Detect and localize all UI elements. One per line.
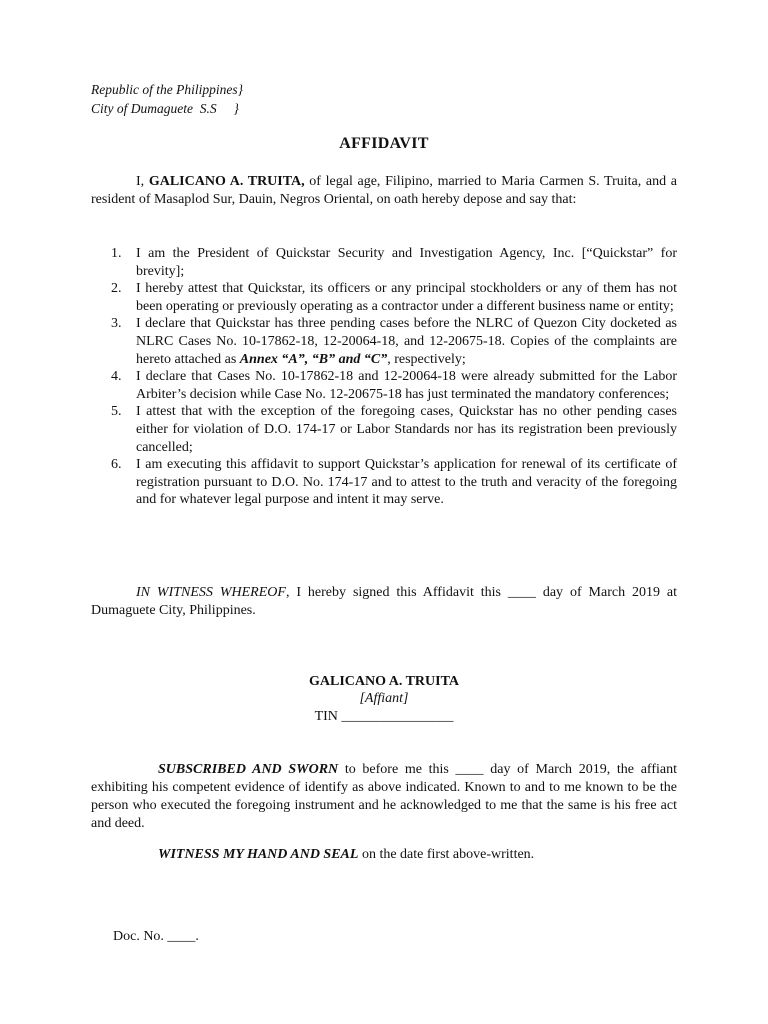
jurat-rest: to before me this ____ day of March 2019, the affiant exhibiting his competent evidence of identify as above indicated. Known to and to me known to be the person who executed the foregoing instrument and he acknowledged to me that the same is his free act and deed. xyxy=(91,762,677,831)
item-number: 5. xyxy=(111,404,122,420)
witness-lead: IN WITNESS WHEREOF xyxy=(136,585,286,600)
document-title: AFFIDAVIT xyxy=(339,135,429,152)
list-item xyxy=(91,403,677,456)
list-item xyxy=(91,245,677,280)
affiant-name: GALICANO A. TRUITA, xyxy=(148,174,305,189)
list-item xyxy=(91,280,677,315)
item-number: 2. xyxy=(111,281,122,297)
signatory-name: GALICANO A. TRUITA xyxy=(308,674,459,689)
intro-lead: I, xyxy=(136,174,149,189)
item-number: 3. xyxy=(111,316,122,332)
list-item xyxy=(91,315,677,368)
item-text: I declare that Quickstar has three pending cases before the NLRC of Quezon City docketed as NLRC Cases No. 10-17862-18, 12-20064-18, and 12-20675-18. Copies of the complaints are hereto attached as xyxy=(136,316,677,367)
list-item xyxy=(91,456,677,509)
witness-rest: , I hereby signed this Affidavit this ____ day of March 2019 at Dumaguete City, Philippines. xyxy=(91,585,678,618)
item-number: 4. xyxy=(111,369,122,385)
statement-list xyxy=(91,245,677,509)
tin-field: TIN ________________ xyxy=(314,709,454,724)
item-text: I am the President of Quickstar Security and Investigation Agency, Inc. [“Quickstar” for brevity]; xyxy=(136,246,677,279)
venue-country: Republic of the Philippines} xyxy=(91,82,243,97)
jurat-paragraph xyxy=(91,761,677,833)
seal-lead: WITNESS MY HAND AND SEAL xyxy=(158,847,359,862)
doc-number: Doc. No. ____. xyxy=(113,929,199,944)
jurat-lead: SUBSCRIBED AND SWORN xyxy=(158,762,339,777)
item-number: 1. xyxy=(111,246,122,261)
seal-rest: on the date first above-written. xyxy=(358,847,535,862)
item-text: I am executing this affidavit to support Quickstar’s application for renewal of its certificate of registration pursuant to D.O. No. 174-17 and to attest to the truth and veracity of the foregoing and for whatever legal purpose and intent it may serve. xyxy=(136,457,677,508)
item-text: I declare that Cases No. 10-17862-18 and 12-20064-18 were already submitted for the Labor Arbiter’s decision while Case No. 12-20675-18 has just terminated the mandatory conferences; xyxy=(136,369,677,402)
item-number: 6. xyxy=(111,457,122,473)
venue-city: City of Dumaguete S.S } xyxy=(91,101,239,116)
item-text: I hereby attest that Quickstar, its officers or any principal stockholders or any of them has not been operating or previously operating as a contractor under a different business name or entity; xyxy=(136,281,677,314)
item-text: I attest that with the exception of the foregoing cases, Quickstar has no other pending cases either for violation of D.O. 174-17 or Labor Standards nor has its registration been previously cancelled; xyxy=(136,404,677,455)
seal-paragraph xyxy=(91,846,677,864)
item-text-end: , respectively; xyxy=(387,351,466,367)
list-item xyxy=(91,368,677,403)
annex-reference: Annex “A”, “B” and “C” xyxy=(239,351,388,367)
intro-paragraph xyxy=(91,173,677,209)
intro-rest: of legal age, Filipino, married to Maria Carmen S. Truita, and a resident of Masaplod Sur, Dauin, Negros Oriental, on oath hereby depose and say that: xyxy=(91,174,678,207)
witness-paragraph xyxy=(91,584,677,620)
signatory-role: [Affiant] xyxy=(359,691,409,706)
venue-block xyxy=(91,80,243,118)
